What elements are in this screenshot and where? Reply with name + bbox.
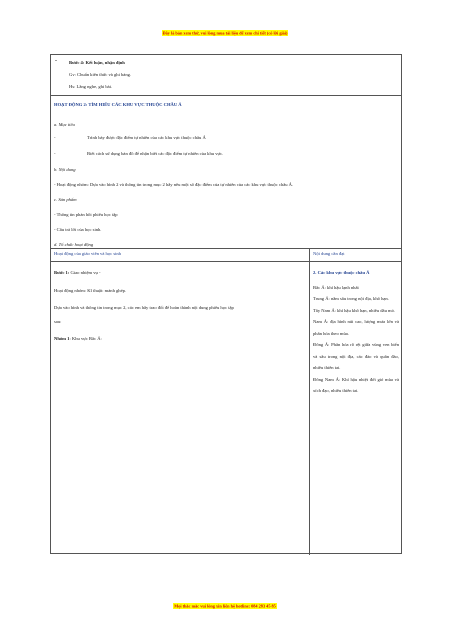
step4-bullet: - <box>55 58 57 64</box>
group-label: Nhóm 1 <box>54 336 70 341</box>
divider <box>51 261 401 262</box>
divider <box>51 95 401 96</box>
content-label: b. Nội dung <box>54 167 76 172</box>
region-section-title: 2. Các khu vực thuộc châu Á <box>313 270 370 275</box>
objectives-label: a. Mục tiêu <box>54 122 75 127</box>
preview-banner: Đây là bản xem thử, vui lòng mua tài liệu để xem chi tiết (có lời giải) <box>162 30 288 35</box>
step4-line: Gv: Chuẩn kiến thức và ghi bảng. <box>69 72 132 77</box>
teacher-line: Dựa vào hình và thông tin trong mục 2, các em hãy trao đổi để hoàn thành nội dung phiếu học tập <box>54 305 234 310</box>
content-column <box>313 267 399 397</box>
content-text: - Hoạt động nhóm: Dựa vào hình 2 và thông tin trong mục 2 hãy nêu một số đặc điểm của tự nhiên của các khu vực thuộc châu Á. <box>54 182 294 187</box>
activity-title: HOẠT ĐỘNG 2: TÌM HIỂU CÁC KHU VỰC THUỘC CHÂU Á <box>54 102 182 107</box>
lesson-plan-table <box>50 54 402 554</box>
objective-text: Biết cách sử dụng bản đồ để nhận biết các đặc điểm tự nhiên của khu vực. <box>87 151 224 156</box>
group-line <box>54 336 102 341</box>
teacher-line: sau: <box>54 319 62 324</box>
product-label: c. Sản phẩm <box>54 197 77 202</box>
teacher-line: Hoạt động nhóm: Kĩ thuật: mảnh ghép. <box>54 288 127 293</box>
objective-text: Trình bày được đặc điểm tự nhiên của các khu vực thuộc châu Á <box>87 135 206 140</box>
column-header-left: Hoạt động của giáo viên và học sinh <box>54 251 121 256</box>
organization-label: d. Tổ chức hoạt động <box>54 242 94 247</box>
step1-label: Bước 1: <box>54 270 70 275</box>
step4-title: Bước 4: Kết luận, nhận định <box>69 60 125 65</box>
column-divider <box>309 248 310 555</box>
divider <box>51 248 401 249</box>
step1-text: Giao nhiệm vụ - <box>69 270 101 275</box>
region-item: Đông Á: Phân hóa rõ rệt giữa vùng ven biển và sâu trong nội địa, các đảo và quần đảo, nhiều thiên tai. <box>313 342 399 370</box>
region-item: Trung Á: nằm sâu trong nội địa, khô hạn. <box>313 296 389 301</box>
region-item: Nam Á: địa hình núi cao, lượng mưa lớn và phân hóa theo mùa. <box>313 319 399 336</box>
objective-dash: - <box>54 135 56 140</box>
column-header-right: Nội dung cần đạt <box>313 251 345 256</box>
region-item: Bắc Á: khí hậu lạnh nhất <box>313 284 359 290</box>
hotline-banner: Mọi thắc mắc vui lòng xin liên hệ hotline: 084 283 45 85 <box>174 603 276 608</box>
step1-line <box>54 270 101 275</box>
region-item: Tây Nam Á: khí hậu khô hạn, nhiều dầu mỏ. <box>313 307 396 313</box>
region-item: Đông Nam Á: Khí hậu nhiệt đới gió mùa và xích đạo, nhiều thiên tai. <box>313 376 399 393</box>
product-item: - Thông tin phản hồi phiếu học tập <box>54 212 118 217</box>
objective-dash: - <box>54 151 56 156</box>
group-text: : Khu vực Bắc Á: <box>69 336 102 341</box>
product-item: - Câu trả lời của học sinh. <box>54 227 102 232</box>
step4-line: Hs: Lắng nghe, ghi bài. <box>69 84 113 89</box>
